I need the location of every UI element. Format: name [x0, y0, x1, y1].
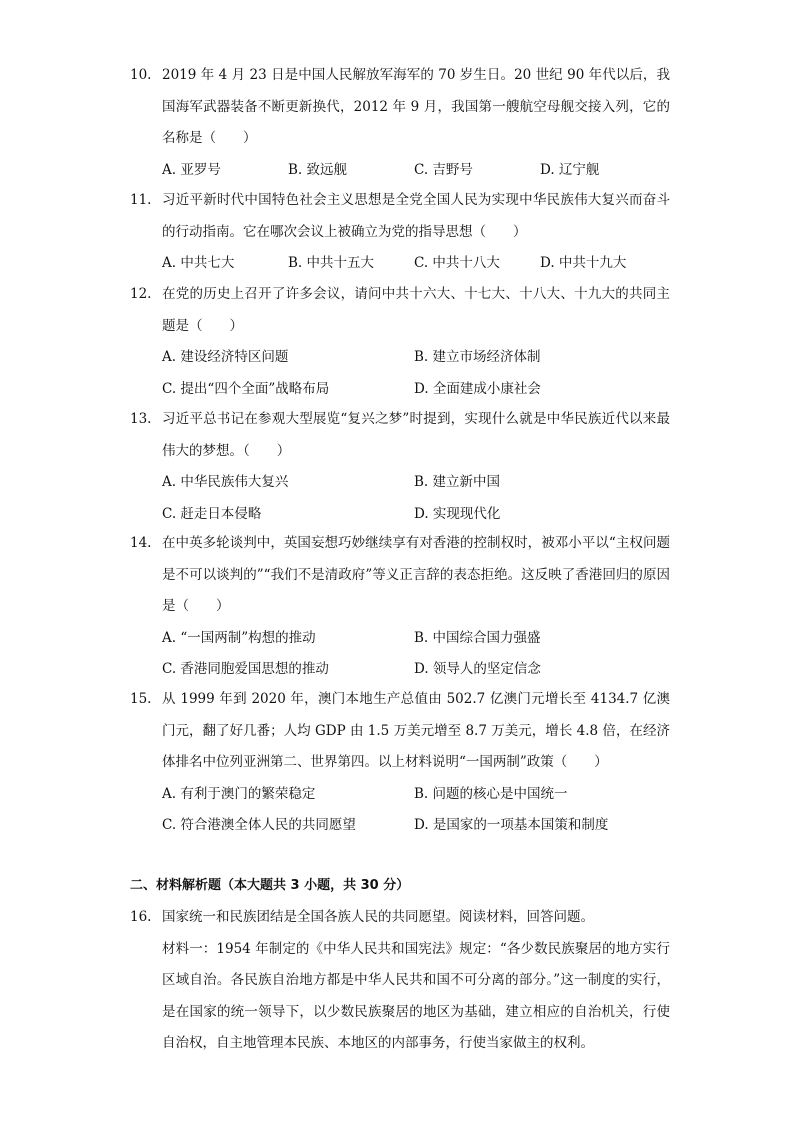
section-title: 二、材料解析题（本大题共 3 小题，共 30 分） — [130, 878, 410, 893]
option-a[interactable]: A. 有利于澳门的繁荣稳定 — [162, 785, 316, 802]
options-row — [162, 623, 670, 655]
option-a[interactable]: A. 建设经济特区问题 — [162, 349, 289, 365]
option-c[interactable]: C. 香港同胞爱国思想的推动 — [162, 661, 329, 677]
option-d[interactable]: D. 中共十九大 — [540, 255, 627, 271]
options-row — [162, 155, 670, 187]
options-row — [162, 374, 670, 406]
option-b[interactable]: B. 中国综合国力强盛 — [414, 629, 541, 646]
question-15 — [130, 684, 670, 842]
question-stem: 习近平新时代中国特色社会主义思想是全党全国人民为实现中华民族伟大复兴而奋斗的行动指南。它在哪次会议上被确立为党的指导思想（ ） — [162, 192, 670, 240]
option-b[interactable]: B. 建立市场经济体制 — [414, 349, 541, 365]
question-number: 16. — [130, 909, 152, 925]
option-c[interactable]: C. 提出“四个全面”战略布局 — [162, 380, 330, 397]
option-a[interactable]: A. “一国两制”构想的推动 — [162, 629, 316, 646]
option-b[interactable]: B. 问题的核心是中国统一 — [414, 785, 568, 802]
question-12 — [130, 279, 670, 405]
question-stem: 从 1999 年到 2020 年，澳门本地生产总值由 502.7 亿澳门元增长至 4134.7 亿澳门元，翻了好几番；人均 GDP 由 1.5 万美元增至 8.7 万美元，增长 4.8 倍，在经济体排名中位列亚洲第二、世界第四。以上材料说明“一国两制”政策（ ） — [162, 691, 670, 770]
options-row — [162, 499, 670, 531]
option-c[interactable]: C. 赶走日本侵略 — [162, 505, 262, 522]
options-row — [162, 248, 670, 280]
question-stem: 在中英多轮谈判中，英国妄想巧妙继续享有对香港的控制权时，被邓小平以“主权问题是不可以谈判的”“我们不是清政府”等义正言辞的表态拒绝。这反映了香港回归的原因是（ ） — [162, 535, 670, 614]
options-row — [162, 654, 670, 686]
question-10 — [130, 60, 670, 186]
option-d[interactable]: D. 实现现代化 — [414, 505, 501, 522]
option-a[interactable]: A. 亚罗号 — [162, 161, 221, 178]
option-c[interactable]: C. 符合港澳全体人民的共同愿望 — [162, 817, 356, 833]
option-c[interactable]: C. 中共十八大 — [414, 255, 500, 271]
question-11 — [130, 185, 670, 280]
question-13 — [130, 404, 670, 530]
question-number: 10. — [130, 67, 152, 83]
question-stem: 习近平总书记在参观大型展览“复兴之梦”时提到，实现什么就是中华民族近代以来最伟大的梦想。（ ） — [162, 411, 670, 459]
options-row — [162, 810, 670, 842]
options-row — [162, 342, 670, 374]
question-16 — [130, 902, 670, 1060]
question-number: 12. — [130, 286, 152, 302]
question-14 — [130, 528, 670, 686]
option-d[interactable]: D. 辽宁舰 — [540, 161, 600, 178]
option-a[interactable]: A. 中华民族伟大复兴 — [162, 474, 289, 490]
option-b[interactable]: B. 建立新中国 — [414, 474, 501, 490]
option-c[interactable]: C. 吉野号 — [414, 161, 473, 178]
question-stem: 2019 年 4 月 23 日是中国人民解放军海军的 70 岁生日。20 世纪 90 年代以后，我国海军武器装备不断更新换代，2012 年 9 月，我国第一艘航空母舰交接入列，它的名称是（ ） — [162, 67, 670, 146]
option-a[interactable]: A. 中共七大 — [162, 255, 235, 271]
options-row — [162, 779, 670, 811]
option-d[interactable]: D. 是国家的一项基本国策和制度 — [414, 817, 609, 833]
option-b[interactable]: B. 中共十五大 — [288, 255, 375, 271]
question-number: 11. — [130, 192, 152, 208]
option-b[interactable]: B. 致远舰 — [288, 161, 348, 178]
option-d[interactable]: D. 领导人的坚定信念 — [414, 661, 541, 677]
question-stem: 国家统一和民族团结是全国各族人民的共同愿望。阅读材料，回答问题。 — [162, 909, 594, 925]
question-number: 15. — [130, 691, 152, 707]
material-text: 材料一：1954 年制定的《中华人民共和国宪法》规定：“各少数民族聚居的地方实行区域自治。各民族自治地方都是中华人民共和国不可分离的部分。”这一制度的实行，是在国家的统一领导下，以少数民族聚居的地区为基础，建立相应的自治机关，行使自治权，自主地管理本民族、本地区的内部事务，行使当家做主的权利。 — [162, 940, 670, 1051]
question-number: 13. — [130, 411, 152, 427]
question-number: 14. — [130, 535, 152, 551]
options-row — [162, 467, 670, 499]
option-d[interactable]: D. 全面建成小康社会 — [414, 380, 541, 397]
question-stem: 在党的历史上召开了许多会议，请问中共十六大、十七大、十八大、十九大的共同主题是（ ） — [162, 286, 670, 334]
